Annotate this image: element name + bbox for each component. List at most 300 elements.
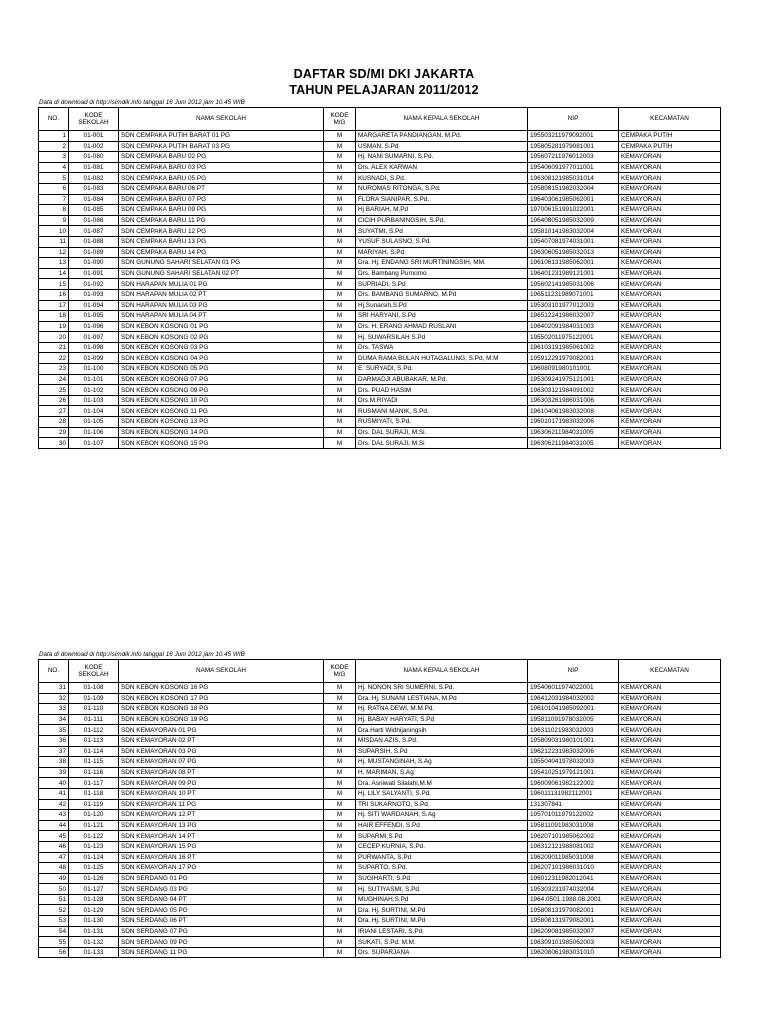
cell-nip: 196303261986031006 <box>528 395 619 406</box>
cell-nama-sekolah: SDN KEBON KOSONG 16 PG <box>119 683 324 694</box>
cell-kode-sekolah: 01-127 <box>69 884 119 895</box>
cell-kode-sekolah: 01-123 <box>69 841 119 852</box>
cell-nama-kepala: Hj. RATNA DEWI, M.M.Pd. <box>356 704 528 715</box>
cell-nama-sekolah: SDN SERDANG 09 PG <box>119 937 324 948</box>
cell-kode-sekolah: 01-095 <box>69 311 119 322</box>
school-table-page-2 <box>38 659 721 958</box>
cell-no: 22 <box>39 353 69 364</box>
cell-nip: 196104061983032008 <box>528 406 619 417</box>
cell-kecamatan: KEMAYORAN <box>619 427 721 438</box>
cell-nama-kepala: NUROMAS RITONGA, S.Pd. <box>356 183 528 194</box>
cell-nama-kepala: Dra. Asniwati Silalahi,M.M <box>356 778 528 789</box>
cell-kode-mg: M <box>324 374 356 385</box>
cell-no: 20 <box>39 332 69 343</box>
cell-no: 13 <box>39 258 69 269</box>
cell-nama-sekolah: SDN CEMPAKA BARU 13 PG <box>119 236 324 247</box>
header-kode-mg-line2: M/G <box>333 671 346 678</box>
cell-nip: 196209011985031008 <box>528 852 619 863</box>
cell-kode-sekolah: 01-081 <box>69 162 119 173</box>
cell-kode-sekolah: 01-130 <box>69 916 119 927</box>
cell-nip: 196311021983032003 <box>528 725 619 736</box>
cell-kode-sekolah: 01-083 <box>69 183 119 194</box>
table-row <box>39 788 721 799</box>
cell-nama-sekolah: SDN KEBON KOSONG 07 PG <box>119 374 324 385</box>
cell-kode-sekolah: 01-121 <box>69 820 119 831</box>
cell-kode-sekolah: 01-088 <box>69 236 119 247</box>
cell-nama-kepala: KUSNADI, S.Pd. <box>356 173 528 184</box>
header-kode-sekolah <box>69 108 119 131</box>
table-row <box>39 841 721 852</box>
cell-nip: 195602141985031006 <box>528 279 619 290</box>
table-row <box>39 725 721 736</box>
cell-nama-kepala: Drs. H. ERANG AHMAD RUSLANI <box>356 321 528 332</box>
cell-nama-kepala: IRIANI LESTARI, S.Pd. <box>356 926 528 937</box>
table-row <box>39 300 721 311</box>
cell-nama-kepala: Hj. BABAY HARYATI, S.Pd <box>356 714 528 725</box>
cell-kode-sekolah: 01-080 <box>69 152 119 163</box>
cell-kode-mg: M <box>324 926 356 937</box>
header-kode-mg-line1: KODE <box>330 663 349 671</box>
header-nama-kepala: NAMA KEPALA SEKOLAH <box>356 660 528 683</box>
cell-kode-mg: M <box>324 820 356 831</box>
cell-kecamatan: KEMAYORAN <box>619 268 721 279</box>
cell-nama-kepala: DUMA RAMA BULAN HUTAGALUNG, S.Pd, M.M <box>356 353 528 364</box>
cell-nama-kepala: Dra. Hj. SUNANI LESTIANA, M.Pd <box>356 693 528 704</box>
cell-no: 43 <box>39 810 69 821</box>
cell-no: 11 <box>39 236 69 247</box>
table-row <box>39 735 721 746</box>
cell-kode-sekolah: 01-117 <box>69 778 119 789</box>
cell-kode-sekolah: 01-084 <box>69 194 119 205</box>
table-row <box>39 321 721 332</box>
table-header-row <box>39 108 721 131</box>
cell-kode-mg: M <box>324 417 356 428</box>
table-row <box>39 427 721 438</box>
cell-kode-sekolah: 01-098 <box>69 342 119 353</box>
cell-kode-sekolah: 01-107 <box>69 438 119 449</box>
cell-kode-sekolah: 01-126 <box>69 873 119 884</box>
cell-nama-kepala: SUPARSIH, S.Pd <box>356 746 528 757</box>
cell-kecamatan: KEMAYORAN <box>619 247 721 258</box>
cell-kecamatan: KEMAYORAN <box>619 406 721 417</box>
cell-kode-mg: M <box>324 215 356 226</box>
table-row <box>39 374 721 385</box>
cell-no: 47 <box>39 852 69 863</box>
table-row <box>39 311 721 322</box>
cell-kecamatan: KEMAYORAN <box>619 778 721 789</box>
cell-kecamatan: KEMAYORAN <box>619 438 721 449</box>
table-row <box>39 332 721 343</box>
cell-kode-mg: M <box>324 757 356 768</box>
table-row <box>39 926 721 937</box>
cell-nama-kepala: TRI SUKARNOTO, S.Pd. <box>356 799 528 810</box>
cell-kode-mg: M <box>324 406 356 417</box>
cell-nama-sekolah: SDN CEMPAKA BARU 05 PG <box>119 173 324 184</box>
cell-nama-kepala: CECEP KURNIA, S.Pd. <box>356 841 528 852</box>
cell-kecamatan: KEMAYORAN <box>619 757 721 768</box>
cell-nip: 196011131982112001 <box>528 788 619 799</box>
cell-kode-mg: M <box>324 884 356 895</box>
cell-nip: 195607211976012003 <box>528 152 619 163</box>
cell-kecamatan: KEMAYORAN <box>619 820 721 831</box>
cell-kecamatan: KEMAYORAN <box>619 279 721 290</box>
cell-nama-sekolah: SDN KEMAYORAN 11 PG <box>119 799 324 810</box>
cell-nama-kepala: RUSMANI MANIK, S.Pd. <box>356 406 528 417</box>
cell-kecamatan: KEMAYORAN <box>619 374 721 385</box>
table-row <box>39 395 721 406</box>
cell-no: 51 <box>39 894 69 905</box>
header-kecamatan: KECAMATAN <box>619 108 721 131</box>
cell-kecamatan: KEMAYORAN <box>619 863 721 874</box>
table-row <box>39 131 721 142</box>
cell-kecamatan: KEMAYORAN <box>619 300 721 311</box>
cell-nip: 196401231989121001 <box>528 268 619 279</box>
table-body-page-1 <box>39 131 721 449</box>
cell-kecamatan: KEMAYORAN <box>619 725 721 736</box>
cell-nip: 196306211984031005 <box>528 438 619 449</box>
cell-no: 32 <box>39 693 69 704</box>
cell-nip: 196012311982012041 <box>528 873 619 884</box>
cell-kode-sekolah: 01-001 <box>69 131 119 142</box>
table-row <box>39 746 721 757</box>
cell-nip: 195504041978032003 <box>528 757 619 768</box>
cell-kode-sekolah: 01-133 <box>69 947 119 958</box>
cell-no: 8 <box>39 205 69 216</box>
cell-kecamatan: KEMAYORAN <box>619 746 721 757</box>
cell-no: 27 <box>39 406 69 417</box>
cell-kecamatan: KEMAYORAN <box>619 704 721 715</box>
cell-nama-kepala: Drs. ALEX KARWAN <box>356 162 528 173</box>
header-nama-kepala: NAMA KEPALA SEKOLAH <box>356 108 528 131</box>
cell-kecamatan: KEMAYORAN <box>619 205 721 216</box>
cell-nip: 1964.0501.1988.08.2001 <box>528 894 619 905</box>
cell-nama-kepala: Hj.Sunarsih,S.Pd <box>356 300 528 311</box>
cell-no: 46 <box>39 841 69 852</box>
cell-nip: 19608091980101001 <box>528 364 619 375</box>
table-row <box>39 289 721 300</box>
cell-nip: 195303101977012003 <box>528 300 619 311</box>
cell-kode-mg: M <box>324 321 356 332</box>
cell-kecamatan: KEMAYORAN <box>619 947 721 958</box>
cell-nama-sekolah: SDN KEMAYORAN 16 PT <box>119 852 324 863</box>
cell-kode-sekolah: 01-092 <box>69 279 119 290</box>
table-row <box>39 820 721 831</box>
cell-nip: 197006151991022001 <box>528 205 619 216</box>
header-nama-sekolah: NAMA SEKOLAH <box>119 660 324 683</box>
header-kode-mg <box>324 108 356 131</box>
cell-no: 37 <box>39 746 69 757</box>
cell-nama-sekolah: SDN SERDANG 03 PG <box>119 884 324 895</box>
cell-nip: 195303231974032004 <box>528 884 619 895</box>
cell-nama-kepala: Drs. PUAD HASIM <box>356 385 528 396</box>
cell-nama-sekolah: SDN KEMAYORAN 08 PT <box>119 767 324 778</box>
cell-nama-kepala: USMAN, S.Pd <box>356 141 528 152</box>
table-body-page-2 <box>39 683 721 958</box>
table-row <box>39 364 721 375</box>
cell-nama-kepala: SUPARMI,S.Pd <box>356 831 528 842</box>
cell-kecamatan: KEMAYORAN <box>619 884 721 895</box>
cell-nama-sekolah: SDN KEBON KOSONG 02 PG <box>119 332 324 343</box>
cell-kode-mg: M <box>324 279 356 290</box>
cell-kecamatan: KEMAYORAN <box>619 321 721 332</box>
cell-nama-sekolah: SDN KEBON KOSONG 04 PG <box>119 353 324 364</box>
cell-no: 5 <box>39 173 69 184</box>
cell-nama-sekolah: SDN KEBON KOSONG 17 PG <box>119 693 324 704</box>
table-row <box>39 417 721 428</box>
cell-kecamatan: KEMAYORAN <box>619 152 721 163</box>
cell-nip: 196106131985062001 <box>528 258 619 269</box>
cell-kode-mg: M <box>324 311 356 322</box>
cell-no: 35 <box>39 725 69 736</box>
cell-nama-sekolah: SDN KEMAYORAN 01 PG <box>119 725 324 736</box>
cell-kode-mg: M <box>324 289 356 300</box>
cell-nama-sekolah: SDN HARAPAN MULIA 04 PT <box>119 311 324 322</box>
table-row <box>39 183 721 194</box>
cell-nama-sekolah: SDN KEMAYORAN 07 PG <box>119 757 324 768</box>
cell-kode-sekolah: 01-091 <box>69 268 119 279</box>
cell-no: 21 <box>39 342 69 353</box>
cell-kode-mg: M <box>324 863 356 874</box>
cell-kecamatan: KEMAYORAN <box>619 353 721 364</box>
cell-nama-kepala: Dra. Hj. SURTINI, M.Pd <box>356 905 528 916</box>
cell-kecamatan: KEMAYORAN <box>619 342 721 353</box>
cell-kecamatan: KEMAYORAN <box>619 173 721 184</box>
cell-kecamatan: KEMAYORAN <box>619 332 721 343</box>
cell-nama-sekolah: SDN KEMAYORAN 17 PG <box>119 863 324 874</box>
header-kode-mg-line1: KODE <box>330 111 349 119</box>
cell-nip: 196208061983031010 <box>528 947 619 958</box>
cell-nama-kepala: YUSUF SULASNO, S.Pd. <box>356 236 528 247</box>
cell-nip: 195309241975121001 <box>528 374 619 385</box>
cell-no: 15 <box>39 279 69 290</box>
cell-nama-sekolah: SDN SERDANG 07 PG <box>119 926 324 937</box>
table-header-row <box>39 660 721 683</box>
cell-nama-sekolah: SDN HARAPAN MULIA 01 PG <box>119 279 324 290</box>
cell-nama-sekolah: SDN CEMPAKA BARU 02 PG <box>119 152 324 163</box>
cell-kode-mg: M <box>324 300 356 311</box>
header-kode-sekolah-line2: SEKOLAH <box>78 119 109 126</box>
cell-nama-kepala: Dra.Harti Widhijaningsih <box>356 725 528 736</box>
cell-kode-mg: M <box>324 693 356 704</box>
cell-kode-mg: M <box>324 152 356 163</box>
cell-nip: 196101041985092001 <box>528 704 619 715</box>
cell-kode-sekolah: 01-086 <box>69 215 119 226</box>
header-kode-sekolah-line1: KODE <box>84 663 103 671</box>
cell-no: 28 <box>39 417 69 428</box>
cell-kode-mg: M <box>324 141 356 152</box>
table-row <box>39 778 721 789</box>
cell-no: 53 <box>39 916 69 927</box>
cell-kecamatan: KEMAYORAN <box>619 767 721 778</box>
cell-nama-sekolah: SDN HARAPAN MULIA 02 PT <box>119 289 324 300</box>
cell-nama-sekolah: SDN KEBON KOSONG 18 PG <box>119 704 324 715</box>
cell-kode-mg: M <box>324 183 356 194</box>
table-row <box>39 831 721 842</box>
cell-nip: 195406091977011001 <box>528 162 619 173</box>
cell-nama-sekolah: SDN KEBON KOSONG 01 PG <box>119 321 324 332</box>
cell-kode-mg: M <box>324 704 356 715</box>
cell-kode-sekolah: 01-109 <box>69 693 119 704</box>
cell-no: 42 <box>39 799 69 810</box>
cell-kecamatan: KEMAYORAN <box>619 417 721 428</box>
cell-nama-kepala: FLORA SIANIPAR, S.Pd. <box>356 194 528 205</box>
cell-nip: 196512241986032007 <box>528 311 619 322</box>
cell-kode-sekolah: 01-114 <box>69 746 119 757</box>
table-row <box>39 205 721 216</box>
table-row <box>39 852 721 863</box>
cell-kode-mg: M <box>324 364 356 375</box>
cell-kode-mg: M <box>324 852 356 863</box>
cell-kecamatan: KEMAYORAN <box>619 894 721 905</box>
cell-nama-kepala: Hj. LILY SALYANTI, S.Pd. <box>356 788 528 799</box>
cell-nip: 196312121988081002 <box>528 841 619 852</box>
cell-no: 50 <box>39 884 69 895</box>
cell-nama-kepala: Drs. DAL SURAJI, M.Si <box>356 438 528 449</box>
cell-nama-kepala: Drs. SUPARJANA <box>356 947 528 958</box>
cell-nip: 196009061982122002 <box>528 778 619 789</box>
table-row <box>39 353 721 364</box>
cell-kode-sekolah: 01-131 <box>69 926 119 937</box>
cell-kode-sekolah: 01-132 <box>69 937 119 948</box>
cell-kecamatan: KEMAYORAN <box>619 289 721 300</box>
cell-kecamatan: CEMPAKA PUTIH <box>619 141 721 152</box>
cell-nama-sekolah: SDN KEBON KOSONG 09 PG <box>119 385 324 396</box>
cell-kode-sekolah: 01-002 <box>69 141 119 152</box>
cell-no: 26 <box>39 395 69 406</box>
cell-kode-mg: M <box>324 746 356 757</box>
cell-kode-sekolah: 01-111 <box>69 714 119 725</box>
cell-nama-sekolah: SDN KEMAYORAN 12 PT <box>119 810 324 821</box>
cell-nama-sekolah: SDN GUNUNG SAHARI SELATAN 01 PG <box>119 258 324 269</box>
table-row <box>39 683 721 694</box>
table-row <box>39 810 721 821</box>
cell-nama-kepala: PURWANTA, S.Pd <box>356 852 528 863</box>
table-row <box>39 947 721 958</box>
cell-nama-kepala: MUGHINAH,S.Pd <box>356 894 528 905</box>
cell-nama-kepala: SUPRIADI, S.Pd <box>356 279 528 290</box>
cell-kode-mg: M <box>324 427 356 438</box>
cell-nama-sekolah: SDN CEMPAKA BARU 12 PG <box>119 226 324 237</box>
cell-nama-sekolah: SDN KEMAYORAN 02 PT <box>119 735 324 746</box>
cell-nama-sekolah: SDN KEMAYORAN 15 PG <box>119 841 324 852</box>
cell-nama-sekolah: SDN KEMAYORAN 03 PG <box>119 746 324 757</box>
cell-kode-sekolah: 01-101 <box>69 374 119 385</box>
cell-nama-kepala: Hj. SITI WARDANAH, S.Ag <box>356 810 528 821</box>
cell-nama-kepala: Drs.M.RIYADI <box>356 395 528 406</box>
cell-kode-mg: M <box>324 258 356 269</box>
cell-kode-sekolah: 01-105 <box>69 417 119 428</box>
table-row <box>39 905 721 916</box>
cell-no: 2 <box>39 141 69 152</box>
cell-nama-sekolah: SDN CEMPAKA PUTIH BARAT 03 PG <box>119 141 324 152</box>
cell-kode-mg: M <box>324 194 356 205</box>
cell-kode-mg: M <box>324 841 356 852</box>
table-row <box>39 693 721 704</box>
cell-no: 19 <box>39 321 69 332</box>
cell-nama-sekolah: SDN KEMAYORAN 13 PG <box>119 820 324 831</box>
document-title: DAFTAR SD/MI DKI JAKARTA <box>293 67 475 81</box>
cell-no: 36 <box>39 735 69 746</box>
cell-nama-kepala: Hj. NANI SUMARNI, S.Pd. <box>356 152 528 163</box>
header-no: NO. <box>39 660 69 683</box>
cell-nip: 195811091983031008 <box>528 820 619 831</box>
cell-nama-sekolah: SDN KEMAYORAN 09 PG <box>119 778 324 789</box>
cell-nama-sekolah: SDN KEBON KOSONG 19 PG <box>119 714 324 725</box>
cell-kode-sekolah: 01-089 <box>69 247 119 258</box>
cell-nama-kepala: Hj. SUTIYASMI, S.Pd. <box>356 884 528 895</box>
header-nama-sekolah: NAMA SEKOLAH <box>119 108 324 131</box>
cell-nama-sekolah: SDN KEMAYORAN 10 PT <box>119 788 324 799</box>
cell-nip: 196403061985062001 <box>528 194 619 205</box>
cell-nama-kepala: SRI HARYANI, S.Pd <box>356 311 528 322</box>
cell-kode-mg: M <box>324 767 356 778</box>
cell-nama-kepala: Drs. BAMBANG SUMARNO, M.Pd <box>356 289 528 300</box>
cell-kode-mg: M <box>324 226 356 237</box>
table-row <box>39 258 721 269</box>
cell-nip: 196309101985062003 <box>528 937 619 948</box>
header-kode-sekolah <box>69 660 119 683</box>
cell-kode-sekolah: 01-116 <box>69 767 119 778</box>
cell-kode-sekolah: 01-090 <box>69 258 119 269</box>
cell-nip: 195502011975122001 <box>528 332 619 343</box>
cell-no: 52 <box>39 905 69 916</box>
cell-no: 48 <box>39 863 69 874</box>
cell-nama-sekolah: SDN KEBON KOSONG 11 PG <box>119 406 324 417</box>
cell-kecamatan: KEMAYORAN <box>619 395 721 406</box>
cell-kecamatan: KEMAYORAN <box>619 735 721 746</box>
cell-nip: 195912291979082001 <box>528 353 619 364</box>
cell-nama-sekolah: SDN KEBON KOSONG 15 PG <box>119 438 324 449</box>
cell-no: 33 <box>39 704 69 715</box>
cell-kecamatan: KEMAYORAN <box>619 364 721 375</box>
cell-kode-mg: M <box>324 937 356 948</box>
table-row <box>39 141 721 152</box>
cell-kecamatan: KEMAYORAN <box>619 311 721 322</box>
cell-nip: 196306211984031005 <box>528 427 619 438</box>
cell-nama-kepala: Dra. Hj. ENDANG SRI MURTININGSIH, MM. <box>356 258 528 269</box>
cell-kecamatan: KEMAYORAN <box>619 236 721 247</box>
cell-no: 4 <box>39 162 69 173</box>
cell-nama-sekolah: SDN CEMPAKA PUTIH BARAT 01 PG <box>119 131 324 142</box>
table-row <box>39 863 721 874</box>
cell-nama-sekolah: SDN KEBON KOSONG 13 PG <box>119 417 324 428</box>
cell-nama-sekolah: SDN KEMAYORAN 14 PT <box>119 831 324 842</box>
cell-no: 9 <box>39 215 69 226</box>
cell-kode-mg: M <box>324 778 356 789</box>
cell-no: 18 <box>39 311 69 322</box>
table-row <box>39 194 721 205</box>
cell-kode-mg: M <box>324 916 356 927</box>
cell-kode-sekolah: 01-103 <box>69 395 119 406</box>
cell-nama-kepala: SUPARTO, S.Pd. <box>356 863 528 874</box>
cell-nip: 196010171983032006 <box>528 417 619 428</box>
cell-kecamatan: KEMAYORAN <box>619 683 721 694</box>
cell-kode-sekolah: 01-125 <box>69 863 119 874</box>
cell-nama-kepala: Drs. TASWA <box>356 342 528 353</box>
cell-nip: 195410251979121001 <box>528 767 619 778</box>
school-table-page-1 <box>38 107 721 449</box>
cell-no: 16 <box>39 289 69 300</box>
header-kode-sekolah-line2: SEKOLAH <box>78 671 109 678</box>
cell-nip: 195805281979081001 <box>528 141 619 152</box>
cell-kecamatan: KEMAYORAN <box>619 183 721 194</box>
cell-kecamatan: KEMAYORAN <box>619 852 721 863</box>
cell-nama-sekolah: SDN CEMPAKA BARU 09 PG <box>119 205 324 216</box>
cell-kecamatan: KEMAYORAN <box>619 258 721 269</box>
cell-kode-mg: M <box>324 831 356 842</box>
cell-nip: 196412031984032002 <box>528 693 619 704</box>
cell-nip: 196212231983032006 <box>528 746 619 757</box>
